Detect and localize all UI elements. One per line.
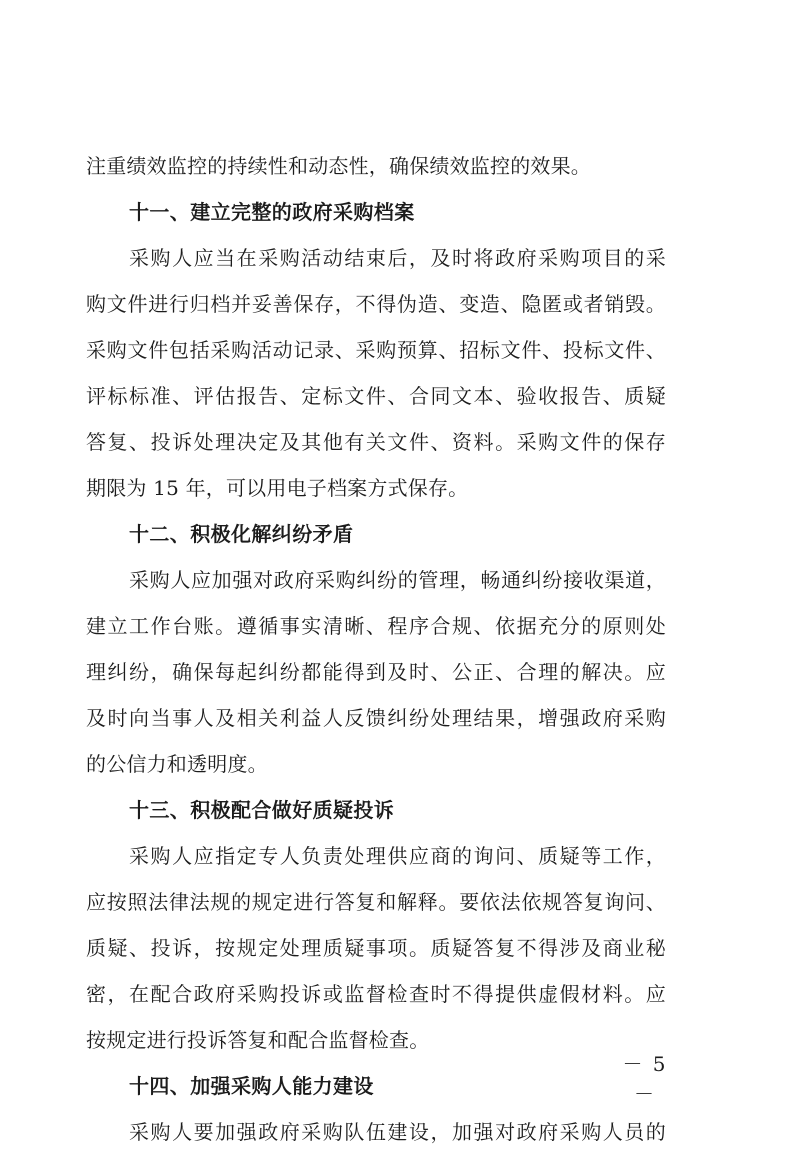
section-heading-11: 十一、建立完整的政府采购档案: [129, 200, 415, 224]
paragraph-line: 采购文件包括采购活动记录、采购预算、招标文件、投标文件、: [86, 338, 666, 362]
paragraph-line: 购文件进行归档并妥善保存，不得伪造、变造、隐匿或者销毁。: [86, 292, 666, 316]
paragraph-line: 注重绩效监控的持续性和动态性，确保绩效监控的效果。: [86, 154, 591, 178]
page-number: － 5 －: [622, 1052, 668, 1106]
paragraph-line: 质疑、投诉，按规定处理质疑事项。质疑答复不得涉及商业秘: [86, 936, 666, 960]
section-heading-12: 十二、积极化解纠纷矛盾: [129, 522, 354, 546]
paragraph-line: 答复、投诉处理决定及其他有关文件、资料。采购文件的保存: [86, 430, 666, 454]
paragraph-line: 应按照法律法规的规定进行答复和解释。要依法依规答复询问、: [86, 890, 666, 914]
section-heading-14: 十四、加强采购人能力建设: [129, 1074, 374, 1098]
paragraph-line: 理纠纷，确保每起纠纷都能得到及时、公正、合理的解决。应: [86, 660, 666, 684]
paragraph-line: 及时向当事人及相关利益人反馈纠纷处理结果，增强政府采购: [86, 706, 666, 730]
paragraph-line: 评标标准、评估报告、定标文件、合同文本、验收报告、质疑: [86, 384, 666, 408]
paragraph-line: 建立工作台账。遵循事实清晰、程序合规、依据充分的原则处: [86, 614, 666, 638]
paragraph-line: 按规定进行投诉答复和配合监督检查。: [86, 1028, 430, 1052]
paragraph-line: 期限为 15 年，可以用电子档案方式保存。: [86, 476, 469, 500]
paragraph-line: 密，在配合政府采购投诉或监督检查时不得提供虚假材料。应: [86, 982, 666, 1006]
paragraph-line: 采购人应加强对政府采购纠纷的管理，畅通纠纷接收渠道，: [129, 568, 666, 592]
paragraph-line: 的公信力和透明度。: [86, 752, 268, 776]
paragraph-line: 采购人应指定专人负责处理供应商的询问、质疑等工作，: [129, 844, 666, 868]
section-heading-13: 十三、积极配合做好质疑投诉: [129, 798, 395, 822]
document-body: [86, 143, 666, 1155]
paragraph-line: 采购人要加强政府采购队伍建设，加强对政府采购人员的: [129, 1120, 666, 1144]
paragraph-line: 采购人应当在采购活动结束后，及时将政府采购项目的采: [129, 246, 666, 270]
